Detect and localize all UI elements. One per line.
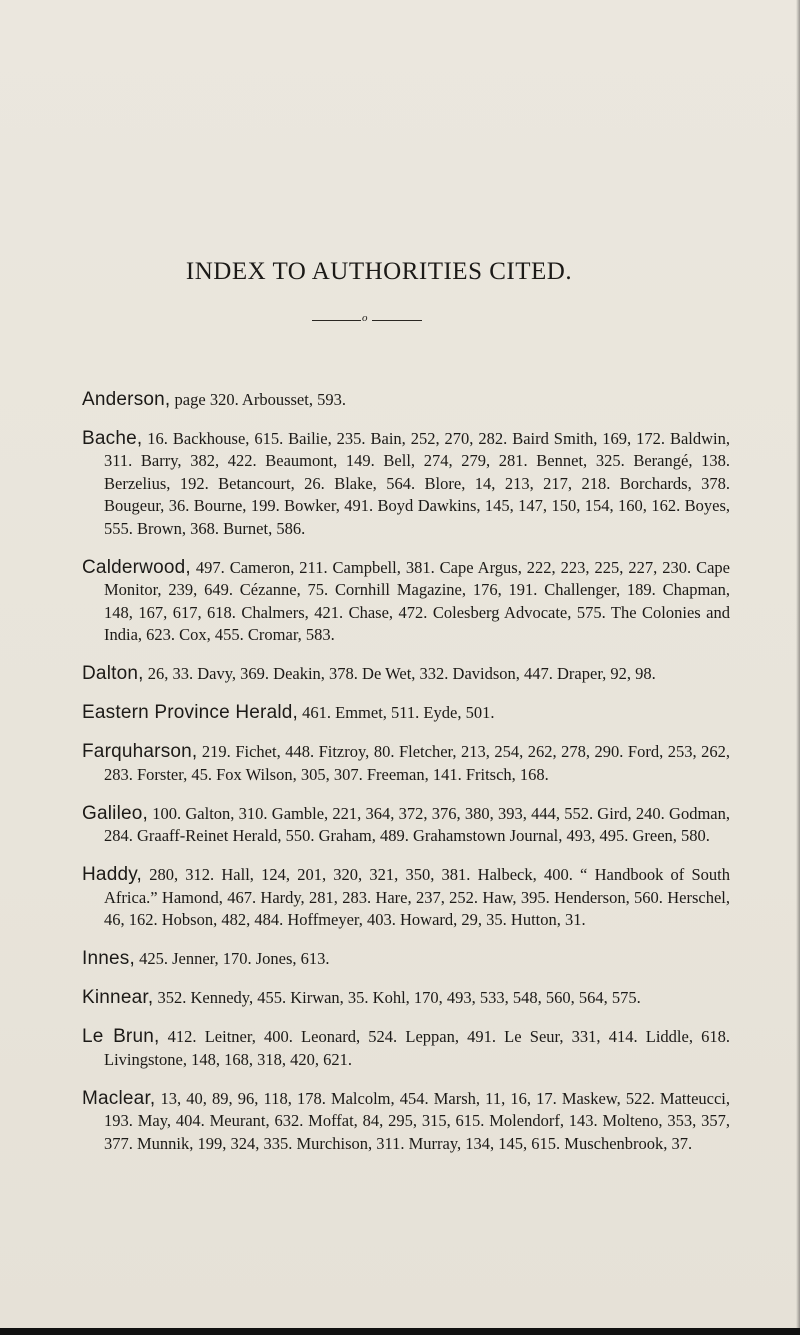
entry-text: 352. Kennedy, 455. Kirwan, 35. Kohl, 170, 493, 533, 548, 560, 564, 575.	[153, 988, 641, 1007]
entry-text: 16. Backhouse, 615. Bailie, 235. Bain, 252, 270, 282. Baird Smith, 169, 172. Baldwin, 311. Barry, 382, 422. Beaumont, 149. Bell, 274, 279, 281. Bennet, 325. Berangé, 138. Berzelius, 192. Betancourt, 26. Blake, 564. Blore, 14, 213, 217, 218. Borchards, 378. Bougeur, 36. Bourne, 199. Bowker, 491. Boyd Dawkins, 145, 147, 150, 154, 160, 162. Boyes, 555. Brown, 368. Burnet, 586.	[104, 428, 730, 538]
scan-bottom-edge	[0, 1328, 800, 1335]
divider-line-left	[312, 320, 361, 321]
entry-heading: Farquharson,	[82, 741, 198, 762]
index-entry-d	[82, 663, 730, 686]
entry-heading: Bache,	[82, 427, 143, 449]
entry-text: 412. Leitner, 400. Leonard, 524. Leppan, 491. Le Seur, 331, 414. Liddle, 618. Livingstone, 148, 168, 318, 420, 621.	[104, 1027, 730, 1069]
entry-heading: Eastern Province Herald,	[82, 702, 299, 723]
index-entries	[82, 372, 730, 1164]
index-entry-k	[82, 987, 730, 1010]
index-entry-b	[82, 428, 730, 541]
index-entry-f	[82, 741, 730, 786]
entry-text: 219. Fichet, 448. Fitzroy, 80. Fletcher, 213, 254, 262, 278, 290. Ford, 253, 262, 283. Forster, 45. Fox Wilson, 305, 307. Freeman, 141. Fritsch, 168.	[104, 742, 730, 784]
index-entry-g	[82, 803, 730, 848]
entry-text: 100. Galton, 310. Gamble, 221, 364, 372, 376, 380, 393, 444, 552. Gird, 240. Godman, 284. Graaff-Reinet Herald, 550. Graham, 489. Grahamstown Journal, 493, 495. Green, 580.	[104, 803, 730, 845]
entry-heading: Innes,	[82, 948, 135, 969]
entry-heading: Maclear,	[82, 1087, 156, 1109]
index-entry-m	[82, 1088, 730, 1156]
entry-text: page 320. Arbousset, 593.	[170, 389, 346, 409]
index-entry-c	[82, 557, 730, 647]
entry-heading: Calderwood,	[82, 556, 191, 578]
index-entry-i-j	[82, 948, 730, 971]
entry-heading: Dalton,	[82, 663, 144, 684]
index-entry-l	[82, 1026, 730, 1071]
entry-text: 425. Jenner, 170. Jones, 613.	[134, 949, 330, 968]
entry-text: 461. Emmet, 511. Eyde, 501.	[298, 703, 495, 722]
entry-text: 280, 312. Hall, 124, 201, 320, 321, 350, 381. Halbeck, 400. “ Handbook of South Africa.” Hamond, 467. Hardy, 281, 283. Hare, 237, 252. Haw, 395. Henderson, 560. Herschel, 46, 162. Hobson, 482, 484. Hoffmeyer, 403. Howard, 29, 35. Hutton, 31.	[104, 865, 730, 929]
entry-heading: Kinnear,	[82, 987, 154, 1008]
entry-heading: Anderson,	[82, 388, 171, 410]
divider-line-right	[372, 320, 422, 321]
entry-heading: Galileo,	[82, 802, 149, 824]
index-entry-e	[82, 702, 730, 725]
entry-text: 13, 40, 89, 96, 118, 178. Malcolm, 454. Marsh, 11, 16, 17. Maskew, 522. Matteucci, 193. May, 404. Meurant, 632. Moffat, 84, 295, 315, 615. Molendorf, 143. Molteno, 353, 357, 377. Munnik, 199, 324, 335. Murchison, 311. Murray, 134, 145, 615. Muschenbrook, 37.	[104, 1088, 730, 1153]
entry-heading: Haddy,	[82, 864, 142, 885]
index-entry-a	[82, 389, 730, 412]
entry-text: 497. Cameron, 211. Campbell, 381. Cape Argus, 222, 223, 225, 227, 230. Cape Monitor, 239, 649. Cézanne, 75. Cornhill Magazine, 176, 191. Challenger, 189. Chapman, 148, 167, 617, 618. Chalmers, 421. Chase, 472. Colesberg Advocate, 575. The Colonies and India, 623. Cox, 455. Cromar, 583.	[104, 557, 730, 644]
page-title: INDEX TO AUTHORITIES CITED.	[185, 258, 573, 285]
index-entry-h	[82, 864, 730, 932]
page-edge-shadow	[796, 0, 800, 1335]
title-divider	[312, 314, 422, 326]
entry-heading: Le Brun,	[82, 1026, 160, 1047]
divider-ornament: o	[362, 312, 368, 324]
entry-text: 26, 33. Davy, 369. Deakin, 378. De Wet, 332. Davidson, 447. Draper, 92, 98.	[143, 664, 656, 683]
